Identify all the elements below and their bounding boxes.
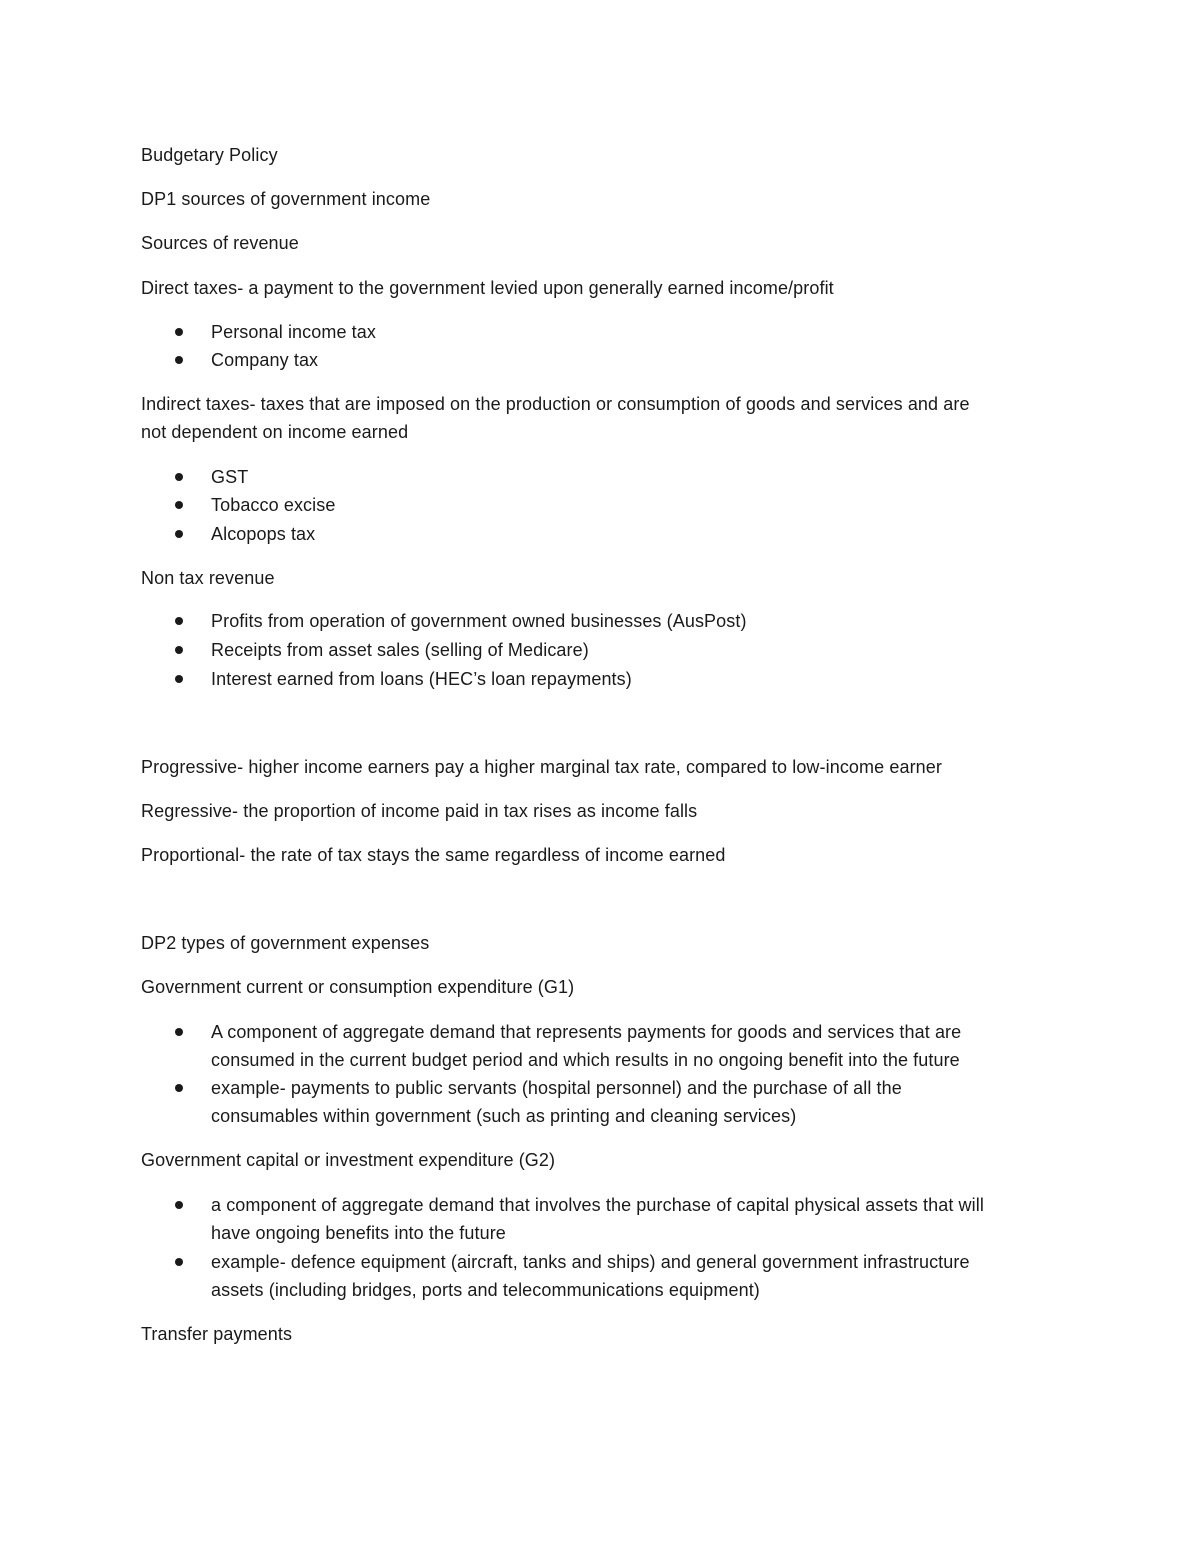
list-item: Tobacco excise [211, 495, 336, 515]
list-item: Personal income tax [211, 322, 376, 342]
non-tax-revenue-heading: Non tax revenue [141, 568, 275, 588]
bullet-icon [175, 1201, 183, 1209]
list-item: Receipts from asset sales (selling of Medicare) [211, 640, 589, 660]
list-item-line: consumables within government (such as printing and cleaning services) [211, 1106, 797, 1126]
list-item-line: example- payments to public servants (hospital personnel) and the purchase of all the [211, 1078, 902, 1098]
bullet-icon [175, 617, 183, 625]
list-item: Interest earned from loans (HEC’s loan repayments) [211, 669, 632, 689]
transfer-payments-heading: Transfer payments [141, 1324, 293, 1344]
list-item-line: example- defence equipment (aircraft, tanks and ships) and general government infrastructure [211, 1252, 970, 1272]
list-item: GST [211, 467, 249, 487]
list-item-line: consumed in the current budget period and which results in no ongoing benefit into the future [211, 1050, 960, 1070]
indirect-taxes-text-line2: not dependent on income earned [141, 422, 409, 442]
direct-taxes-text: Direct taxes- a payment to the government levied upon generally earned income/profit [141, 278, 834, 298]
bullet-icon [175, 473, 183, 481]
progressive-text: Progressive- higher income earners pay a higher marginal tax rate, compared to low-income earner [141, 757, 942, 777]
list-item-line: have ongoing benefits into the future [211, 1223, 506, 1243]
bullet-icon [175, 356, 183, 364]
indirect-taxes-text-line1: Indirect taxes- taxes that are imposed on the production or consumption of goods and services and are [141, 394, 970, 414]
proportional-text: Proportional- the rate of tax stays the same regardless of income earned [141, 845, 726, 865]
bullet-icon [175, 646, 183, 654]
sources-heading: Sources of revenue [141, 233, 299, 253]
list-item-line: A component of aggregate demand that represents payments for goods and services that are [211, 1022, 962, 1042]
bullet-icon [175, 1258, 183, 1266]
dp1-heading: DP1 sources of government income [141, 189, 431, 209]
bullet-icon [175, 1028, 183, 1036]
bullet-icon [175, 328, 183, 336]
list-item: Profits from operation of government owned businesses (AusPost) [211, 611, 747, 631]
list-item: Alcopops tax [211, 524, 316, 544]
list-item-line: assets (including bridges, ports and telecommunications equipment) [211, 1280, 760, 1300]
dp2-heading: DP2 types of government expenses [141, 933, 430, 953]
regressive-text: Regressive- the proportion of income paid in tax rises as income falls [141, 801, 698, 821]
g2-heading: Government capital or investment expenditure (G2) [141, 1150, 556, 1170]
bullet-icon [175, 1084, 183, 1092]
g1-heading: Government current or consumption expenditure (G1) [141, 977, 575, 997]
bullet-icon [175, 501, 183, 509]
bullet-icon [175, 675, 183, 683]
list-item: Company tax [211, 350, 319, 370]
bullet-icon [175, 530, 183, 538]
list-item-line: a component of aggregate demand that involves the purchase of capital physical assets that will [211, 1195, 984, 1215]
document-title: Budgetary Policy [141, 145, 278, 165]
